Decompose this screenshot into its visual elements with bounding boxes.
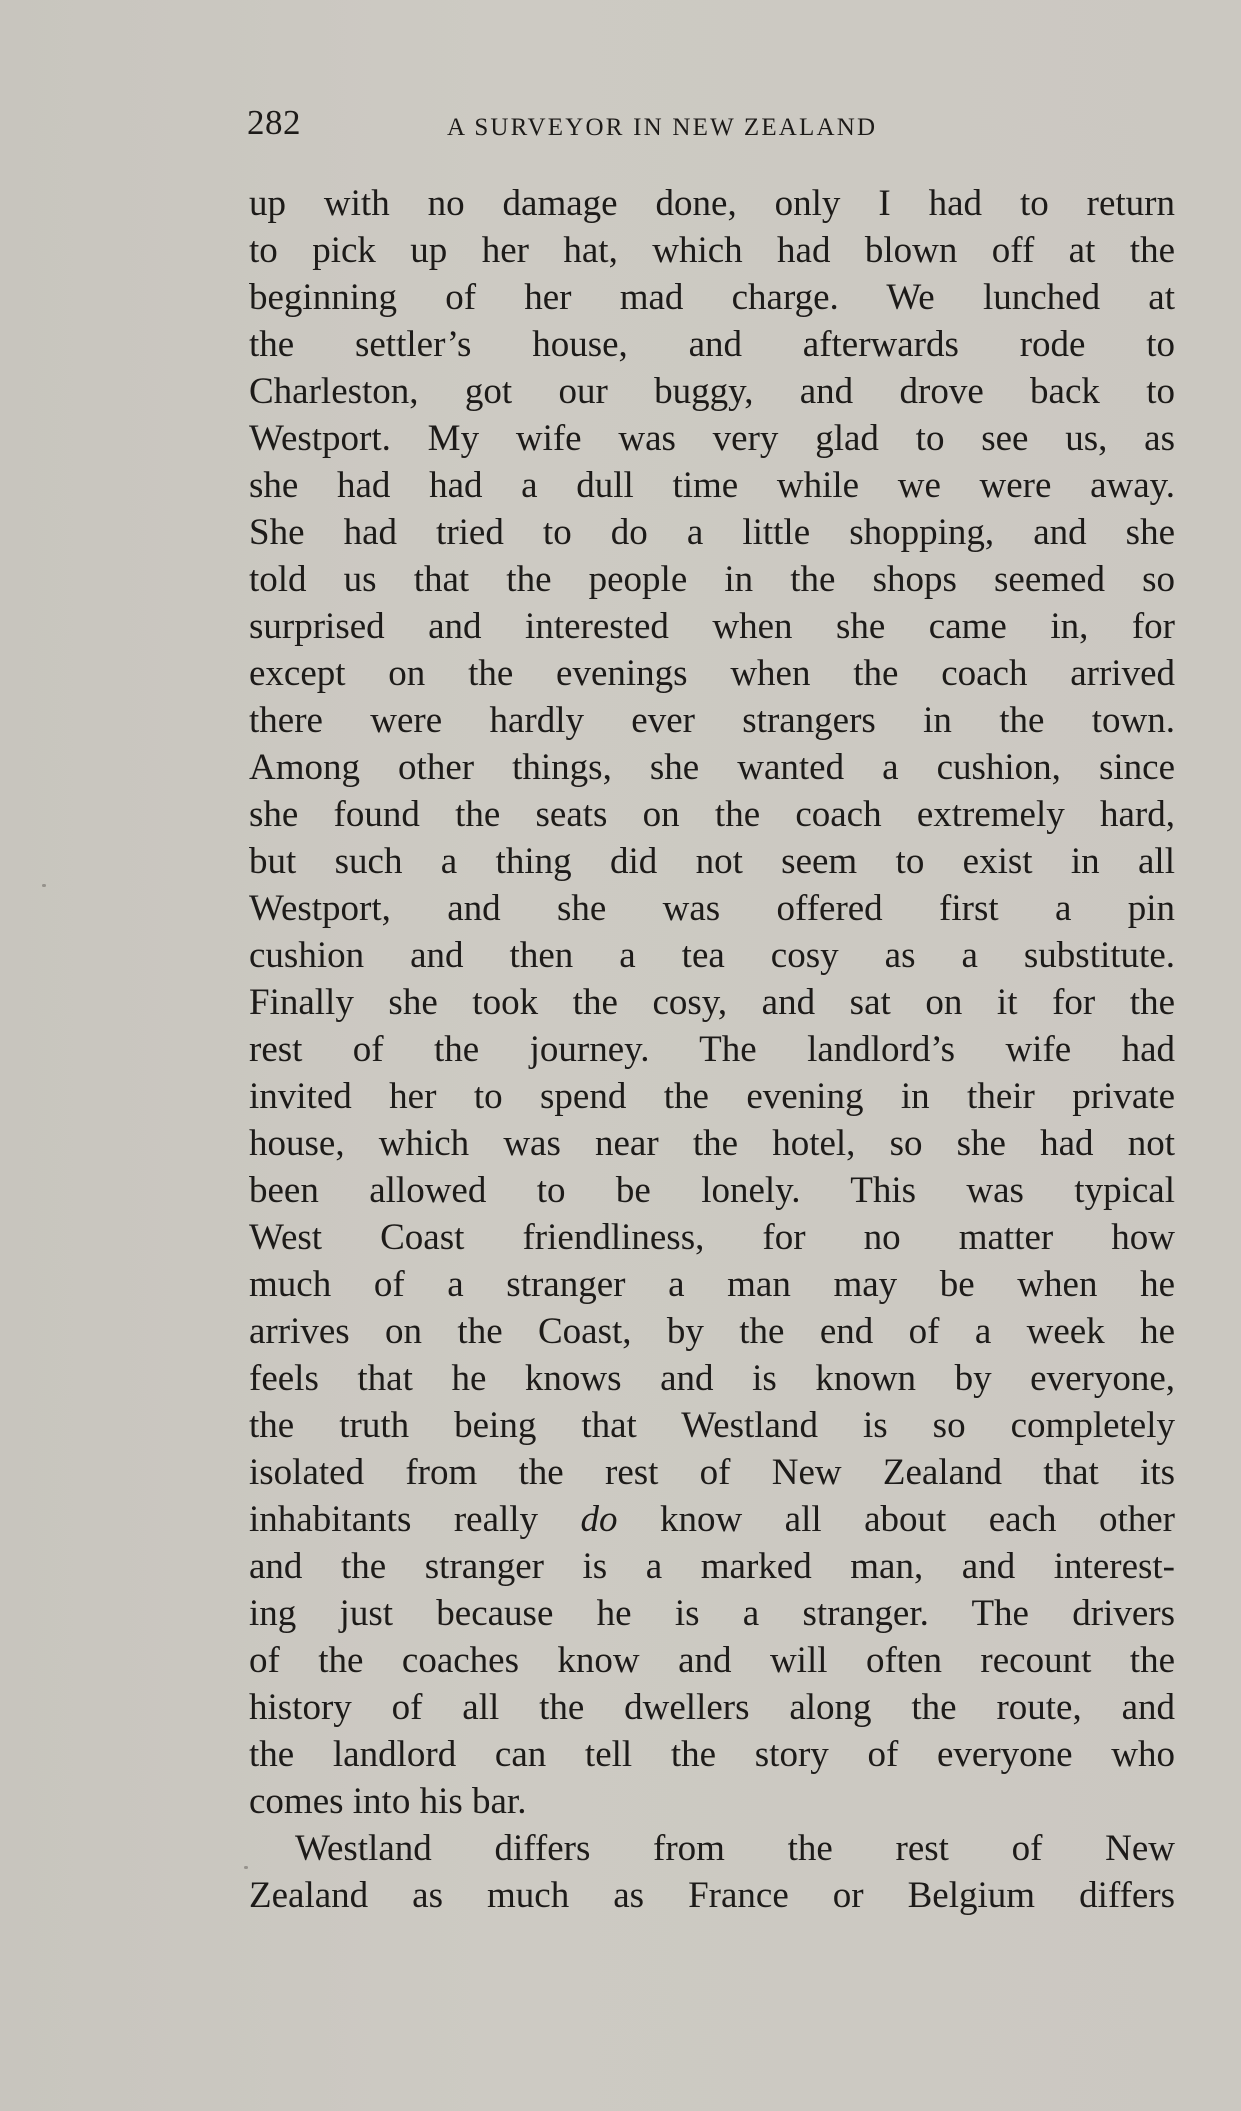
- text-line: Finally she took the cosy, and sat on it for the: [249, 982, 1175, 1023]
- page-speck: [42, 884, 46, 887]
- line-text-after: know all about each other: [617, 1499, 1175, 1540]
- text-line-with-emphasis: [249, 1496, 1175, 1543]
- paragraph-end-line: comes into his bar.: [249, 1781, 527, 1822]
- text-line: much of a stranger a man may be when he: [249, 1264, 1175, 1305]
- text-line: Westport. My wife was very glad to see us, as: [249, 418, 1175, 459]
- text-line: but such a thing did not seem to exist in all: [249, 841, 1175, 882]
- text-line: the landlord can tell the story of everyone who: [249, 1734, 1175, 1775]
- text-line: rest of the journey. The landlord’s wife had: [249, 1029, 1175, 1070]
- text-line: isolated from the rest of New Zealand that its: [249, 1452, 1175, 1493]
- text-line: told us that the people in the shops seemed so: [249, 559, 1175, 600]
- text-line: Among other things, she wanted a cushion, since: [249, 747, 1175, 788]
- text-line: there were hardly ever strangers in the town.: [249, 700, 1175, 741]
- page-speck: [244, 1866, 248, 1869]
- text-line: invited her to spend the evening in their private: [249, 1076, 1175, 1117]
- line-text-before: inhabitants really: [249, 1499, 581, 1540]
- text-line: Charleston, got our buggy, and drove back to: [249, 371, 1175, 412]
- emphasis-word: do: [580, 1499, 618, 1540]
- text-line: Westport, and she was offered first a pin: [249, 888, 1175, 929]
- text-line: beginning of her mad charge. We lunched at: [249, 277, 1175, 318]
- text-line: except on the evenings when the coach arrived: [249, 653, 1175, 694]
- text-line: She had tried to do a little shopping, and she: [249, 512, 1175, 553]
- text-line: of the coaches know and will often recount the: [249, 1640, 1175, 1681]
- page-number: 282: [247, 103, 301, 142]
- text-line: the truth being that Westland is so completely: [249, 1405, 1175, 1446]
- text-line: she had had a dull time while we were away.: [249, 465, 1175, 506]
- body-text: [249, 180, 1175, 1919]
- text-line: the settler’s house, and afterwards rode to: [249, 324, 1175, 365]
- text-line: cushion and then a tea cosy as a substitute.: [249, 935, 1175, 976]
- text-line: West Coast friendliness, for no matter how: [249, 1217, 1175, 1258]
- text-line: history of all the dwellers along the route, and: [249, 1687, 1175, 1728]
- paragraph-start-line: Westland differs from the rest of New: [295, 1828, 1175, 1869]
- text-line: feels that he knows and is known by everyone,: [249, 1358, 1175, 1399]
- text-line: up with no damage done, only I had to return: [249, 183, 1175, 224]
- running-head: [247, 103, 1177, 143]
- text-line: arrives on the Coast, by the end of a week he: [249, 1311, 1175, 1352]
- text-line: to pick up her hat, which had blown off at the: [249, 230, 1175, 271]
- text-line: been allowed to be lonely. This was typical: [249, 1170, 1175, 1211]
- text-line: Zealand as much as France or Belgium differs: [249, 1875, 1175, 1916]
- text-line: she found the seats on the coach extremely hard,: [249, 794, 1175, 835]
- text-line: ing just because he is a stranger. The drivers: [249, 1593, 1175, 1634]
- text-line: and the stranger is a marked man, and interest-: [249, 1546, 1175, 1587]
- running-title: A SURVEYOR IN NEW ZEALAND: [447, 114, 878, 141]
- text-line: surprised and interested when she came in, for: [249, 606, 1175, 647]
- text-line: house, which was near the hotel, so she had not: [249, 1123, 1175, 1164]
